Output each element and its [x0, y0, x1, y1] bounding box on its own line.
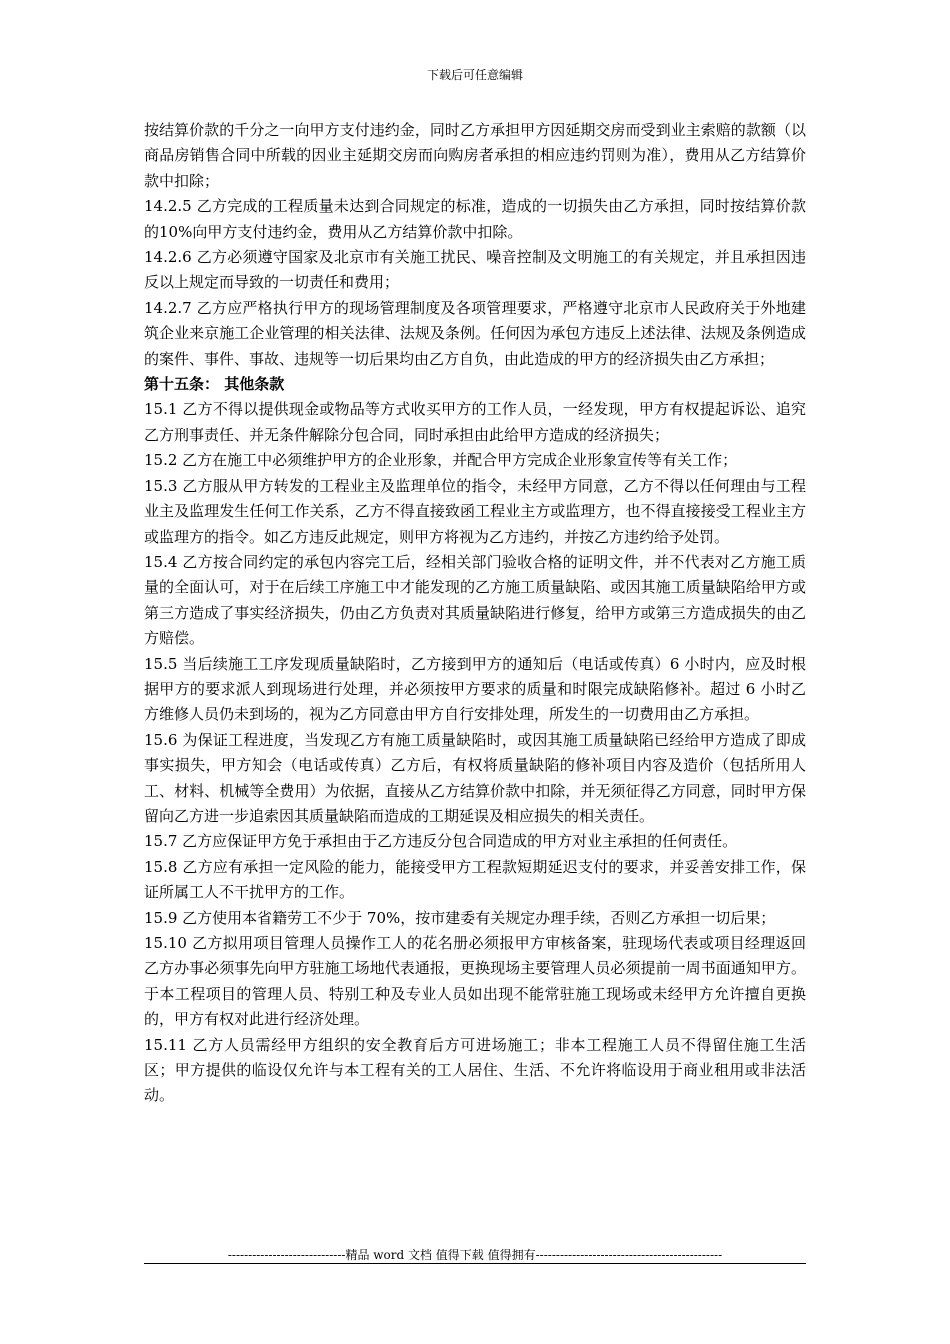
section-heading: 第十五条： 其他条款 [144, 375, 285, 394]
clause-15-11: 15.11 乙方人员需经甲方组织的安全教育后方可进场施工；非本工程施工人员不得留住施工生活区；甲方提供的临设仅允许与本工程有关的工人居住、生活、不允许将临设用于商业租用或非法活动。 [144, 1035, 806, 1105]
clause-15-5: 15.5 当后续施工工序发现质量缺陷时，乙方接到甲方的通知后（电话或传真）6 小时内，应及时根据甲方的要求派人到现场进行处理，并必须按甲方要求的质量和时限完成缺陷修补。超过 6 小时乙方维修人员仍未到场的，视为乙方同意由甲方自行安排处理，所发生的一切费用由乙方承担。 [144, 654, 806, 724]
clause-15-9: 15.9 乙方使用本省籍劳工不少于 70%，按市建委有关规定办理手续，否则乙方承担一切后果； [144, 908, 776, 927]
document-body [144, 118, 806, 1109]
footer-divider [144, 1263, 806, 1264]
page-header: 下载后可任意编辑 [426, 68, 523, 82]
page-footer: -----------------------------精品 word 文档 值得下载 值得拥有---------------------------------------------- [227, 1248, 723, 1262]
clause-15-2: 15.2 乙方在施工中必须维护甲方的企业形象，并配合甲方完成企业形象宣传等有关工作； [144, 451, 738, 470]
clause-15-1: 15.1 乙方不得以提供现金或物品等方式收买甲方的工作人员，一经发现，甲方有权提起诉讼、追究乙方刑事责任、并无条件解除分包合同，同时承担由此给甲方造成的经济损失； [144, 400, 806, 444]
clause-15-6: 15.6 为保证工程进度，当发现乙方有施工质量缺陷时，或因其施工质量缺陷已经给甲方造成了即成事实损失，甲方知会（电话或传真）乙方后，有权将质量缺陷的修补项目内容及造价（包括所用人工、材料、机械等全费用）为依据，直接从乙方结算价款中扣除，并无须征得乙方同意，同时甲方保留向乙方进一步追索因其质量缺陷而造成的工期延误及相应损失的相关责任。 [144, 730, 806, 825]
clause-15-10: 15.10 乙方拟用项目管理人员操作工人的花名册必须报甲方审核备案，驻现场代表或项目经理返回乙方办事必须事先向甲方驻施工场地代表通报，更换现场主要管理人员必须提前一周书面通知甲方。于本工程项目的管理人员、特别工种及专业人员如出现不能常驻施工现场或未经甲方允许擅自更换的，甲方有权对此进行经济处理。 [144, 934, 806, 1029]
clause-15-7: 15.7 乙方应保证甲方免于承担由于乙方违反分包合同造成的甲方对业主承担的任何责任。 [144, 832, 738, 851]
clause-15-4: 15.4 乙方按合同约定的承包内容完工后，经相关部门验收合格的证明文件，并不代表对乙方施工质量的全面认可，对于在后续工序施工中才能发现的乙方施工质量缺陷、或因其施工质量缺陷给甲方或第三方造成了事实经济损失，仍由乙方负责对其质量缺陷进行修复，给甲方或第三方造成损失的由乙方赔偿。 [144, 552, 806, 648]
clause-14-2-6: 14.2.6 乙方必须遵守国家及北京市有关施工扰民、噪音控制及文明施工的有关规定，并且承担因违反以上规定而导致的一切责任和费用； [144, 248, 806, 292]
clause-15-8: 15.8 乙方应有承担一定风险的能力，能接受甲方工程款短期延迟支付的要求，并妥善安排工作，保证所属工人不干扰甲方的工作。 [144, 857, 806, 902]
clause-14-2-5: 14.2.5 乙方完成的工程质量未达到合同规定的标准，造成的一切损失由乙方承担，同时按结算价款的10%向甲方支付违约金，费用从乙方结算价款中扣除。 [144, 197, 806, 241]
clause-15-3: 15.3 乙方服从甲方转发的工程业主及监理单位的指令，未经甲方同意，乙方不得以任何理由与工程业主及监理发生任何工作关系，乙方不得直接致函工程业主方或监理方，也不得直接接受工程业主方或监理方的指令。如乙方违反此规定，则甲方将视为乙方违约，并按乙方违约给予处罚。 [144, 476, 806, 546]
clause-14-2-7: 14.2.7 乙方应严格执行甲方的现场管理制度及各项管理要求，严格遵守北京市人民政府关于外地建筑企业来京施工企业管理的相关法律、法规及条例。任何因为承包方违反上述法律、法规及条例造成的案件、事件、事故、违规等一切后果均由乙方自负，由此造成的甲方的经济损失由乙方承担； [144, 298, 806, 368]
paragraph: 按结算价款的千分之一向甲方支付违约金，同时乙方承担甲方因延期交房而受到业主索赔的款额（以商品房销售合同中所载的因业主延期交房而向购房者承担的相应违约罚则为准），费用从乙方结算价款中扣除； [144, 121, 806, 190]
